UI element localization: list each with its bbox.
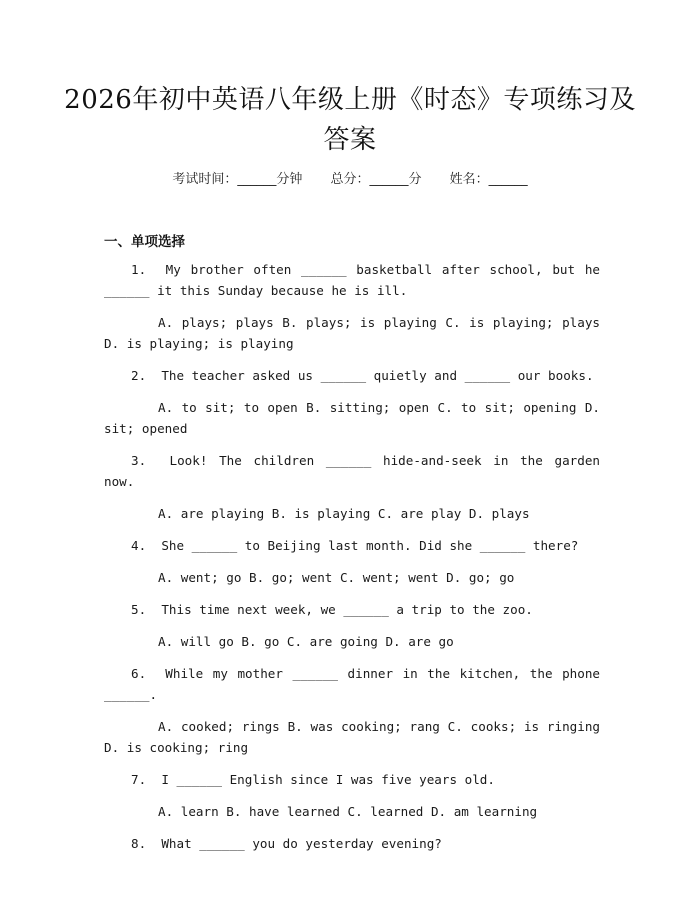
question-8	[104, 833, 600, 854]
question-text: She ______ to Beijing last month. Did she ______ there?	[161, 538, 579, 553]
question-2	[104, 365, 600, 439]
exam-info	[0, 168, 700, 187]
exam-time: 考试时间：______分钟	[172, 172, 303, 187]
question-options: A. plays; plays B. plays; is playing C. is playing; plays D. is playing; is playing	[104, 315, 600, 351]
question-options: A. went; go B. go; went C. went; went D. go; go	[158, 570, 515, 585]
question-text: My brother often ______ basketball after school, but he ______ it this Sunday because he is ill.	[104, 262, 600, 298]
question-options: A. are playing B. is playing C. are play D. plays	[158, 506, 530, 521]
question-options: A. will go B. go C. are going D. are go	[158, 634, 454, 649]
question-number: 6.	[131, 666, 147, 681]
question-text: I ______ English since I was five years old.	[161, 772, 495, 787]
exam-score: 总分：______分	[330, 172, 422, 187]
question-6	[104, 663, 600, 758]
question-options: A. to sit; to open B. sitting; open C. to sit; opening D. sit; opened	[104, 400, 600, 436]
question-text: Look! The children ______ hide-and-seek in the garden now.	[104, 453, 600, 489]
section-heading: 一、单项选择	[104, 234, 185, 250]
question-options: A. learn B. have learned C. learned D. am learning	[158, 804, 538, 819]
question-number: 7.	[131, 772, 147, 787]
question-text: This time next week, we ______ a trip to the zoo.	[161, 602, 533, 617]
question-text: The teacher asked us ______ quietly and ______ our books.	[161, 368, 594, 383]
question-1	[104, 259, 600, 354]
question-5	[104, 599, 600, 652]
question-text: While my mother ______ dinner in the kitchen, the phone ______.	[104, 666, 601, 702]
exam-name: 姓名：______	[449, 172, 528, 187]
page-title: 2026年初中英语八年级上册《时态》专项练习及答案	[64, 85, 636, 155]
question-list	[104, 259, 600, 865]
question-3	[104, 450, 600, 524]
question-4	[104, 535, 600, 588]
question-number: 1.	[131, 262, 147, 277]
question-text: What ______ you do yesterday evening?	[161, 836, 442, 851]
question-options: A. cooked; rings B. was cooking; rang C. cooks; is ringing D. is cooking; ring	[104, 719, 600, 755]
question-number: 3.	[131, 453, 147, 468]
question-number: 5.	[131, 602, 147, 617]
question-number: 4.	[131, 538, 147, 553]
question-7	[104, 769, 600, 822]
question-number: 8.	[131, 836, 147, 851]
question-number: 2.	[131, 368, 147, 383]
